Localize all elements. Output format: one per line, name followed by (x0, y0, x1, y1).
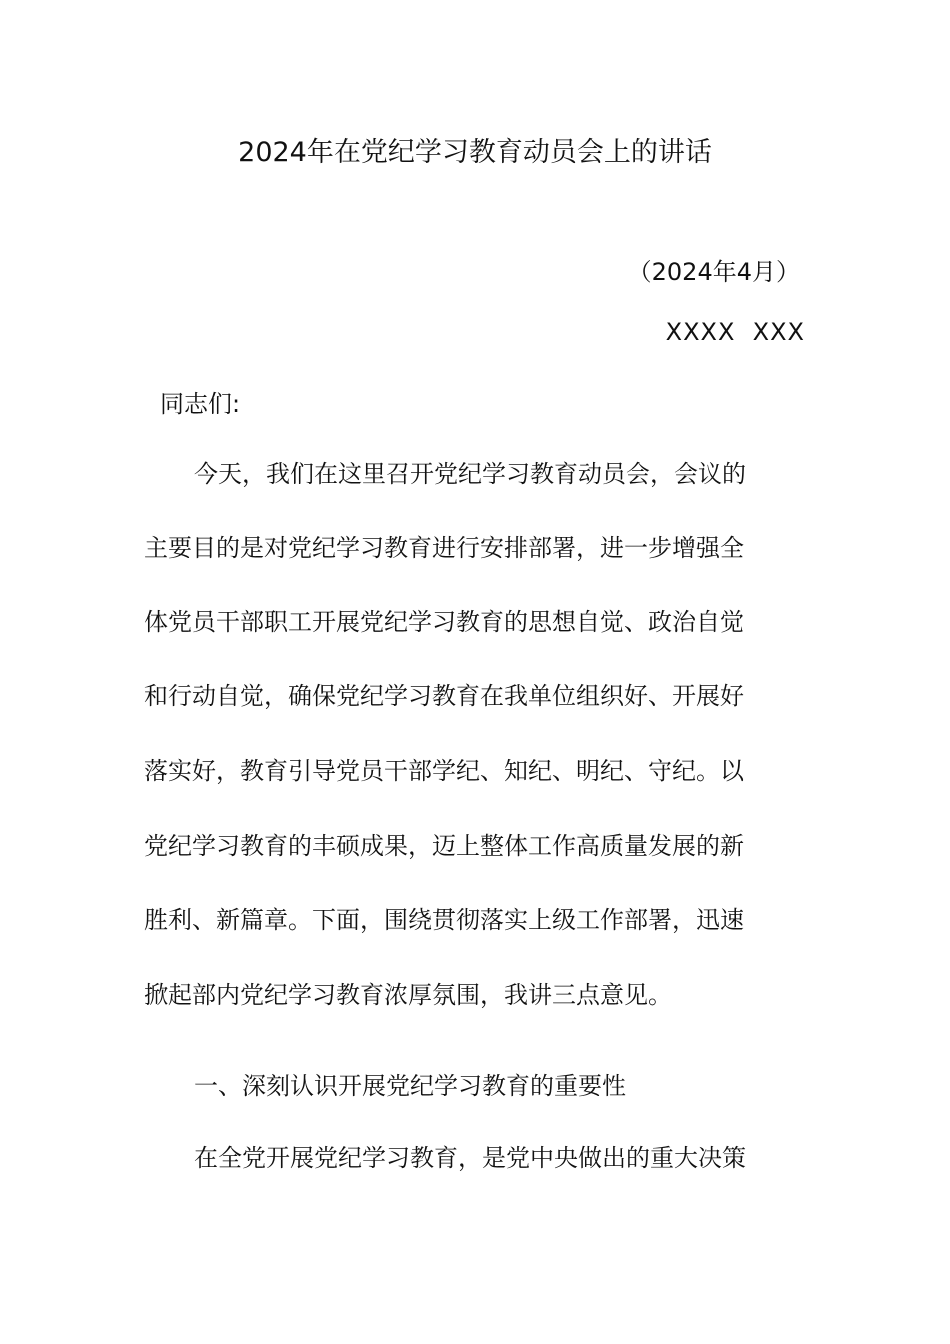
paragraph-1-line-8: 掀起部内党纪学习教育浓厚氛围，我讲三点意见。 (144, 981, 672, 1009)
paragraph-1-line-3: 体党员干部职工开展党纪学习教育的思想自觉、政治自觉 (144, 608, 744, 636)
paragraph-2-line-1: 在全党开展党纪学习教育，是党中央做出的重大决策 (194, 1144, 746, 1172)
paragraph-1-line-1: 今天，我们在这里召开党纪学习教育动员会，会议的 (194, 460, 746, 488)
document-author: XXXX XXX (665, 318, 805, 346)
paragraph-1-line-7: 胜利、新篇章。下面，围绕贯彻落实上级工作部署，迅速 (144, 906, 744, 934)
section-1-heading: 一、深刻认识开展党纪学习教育的重要性 (194, 1072, 626, 1100)
salutation: 同志们: (160, 390, 241, 418)
paragraph-1-line-2: 主要目的是对党纪学习教育进行安排部署，进一步增强全 (144, 534, 744, 562)
document-title: 2024年在党纪学习教育动员会上的讲话 (238, 137, 712, 168)
paragraph-1-line-4: 和行动自觉，确保党纪学习教育在我单位组织好、开展好 (144, 682, 744, 710)
document-date: （2024年4月） (627, 258, 800, 286)
paragraph-1-line-5: 落实好，教育引导党员干部学纪、知纪、明纪、守纪。以 (144, 757, 744, 785)
paragraph-1-line-6: 党纪学习教育的丰硕成果，迈上整体工作高质量发展的新 (144, 832, 744, 860)
